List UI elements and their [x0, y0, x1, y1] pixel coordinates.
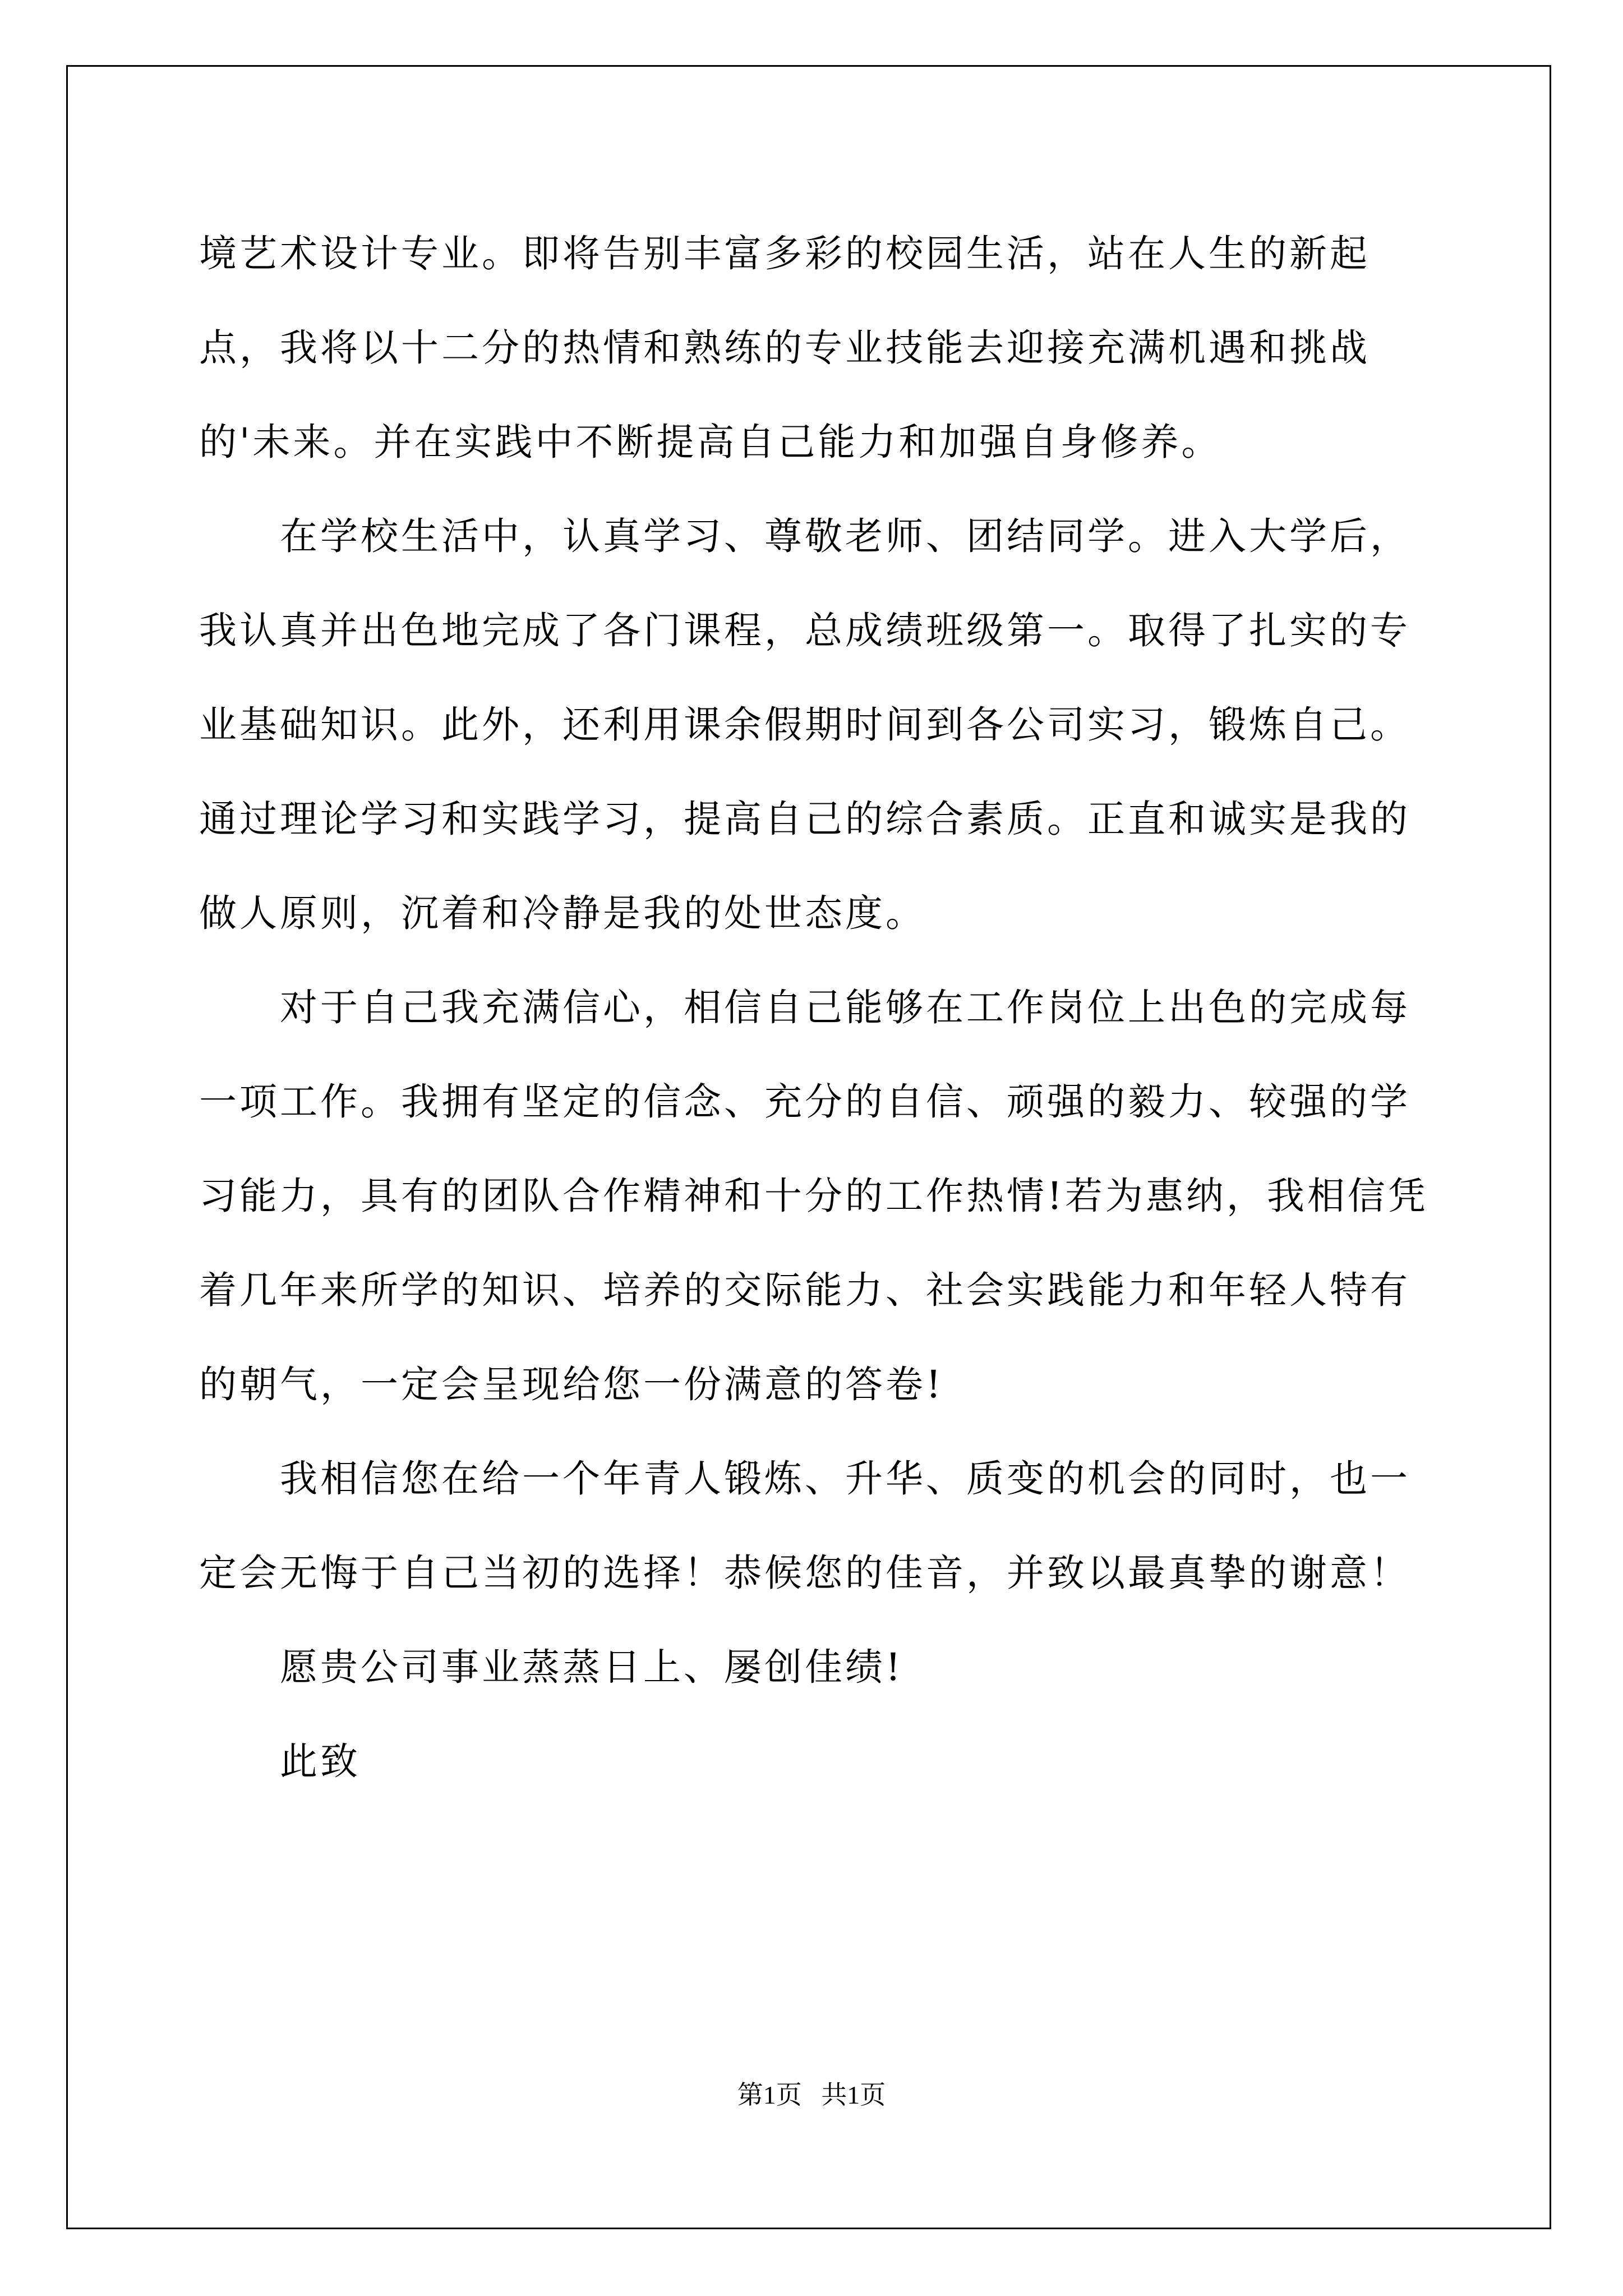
paragraph-2: 在学校生活中，认真学习、尊敬老师、团结同学。进入大学后，我认真并出色地完成了各门课程，总成绩班级第一。取得了扎实的专业基础知识。此外，还利用课余假期时间到各公司实习，锻炼自己。通过理论学习和实践学习，提高自己的综合素质。正直和诚实是我的做人原则，沉着和冷静是我的处世态度。 — [199, 514, 1410, 935]
paragraph-5: 愿贵公司事业蒸蒸日上、屡创佳绩! — [280, 1645, 903, 1689]
paragraph-4: 我相信您在给一个年青人锻炼、升华、质变的机会的同时，也一定会无悔于自己当初的选择！恭候您的佳音，并致以最真挚的谢意！ — [199, 1457, 1410, 1595]
page-number-footer: 第1页 共1页 — [737, 2081, 886, 2109]
letter-body — [199, 206, 1433, 1809]
paragraph-3: 对于自己我充满信心，相信自己能够在工作岗位上出色的完成每一项工作。我拥有坚定的信念、充分的自信、顽强的毅力、较强的学习能力，具有的团队合作精神和十分的工作热情!若为惠纳，我相信凭着几年来所学的知识、培养的交际能力、社会实践能力和年轻人特有的朝气，一定会呈现给您一份满意的答卷! — [199, 986, 1428, 1406]
closing-salutation: 此致 — [280, 1740, 361, 1783]
paragraph-1: 境艺术设计专业。即将告别丰富多彩的校园生活，站在人生的新起点，我将以十二分的热情和熟练的专业技能去迎接充满机遇和挑战的'未来。并在实践中不断提高自己能力和加强自身修养。 — [199, 232, 1370, 464]
